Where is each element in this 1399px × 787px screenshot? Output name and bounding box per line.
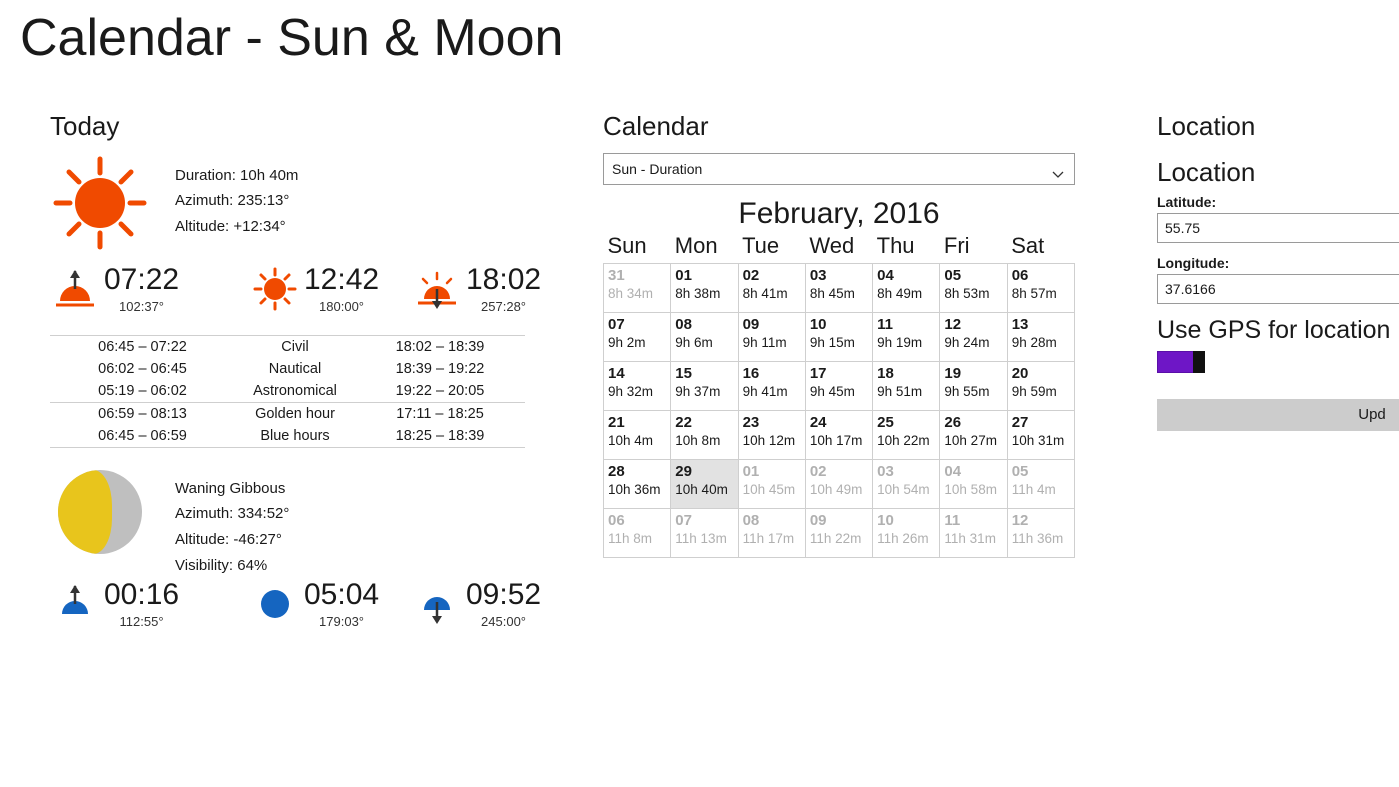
calendar-day-value: 11h 36m: [1011, 530, 1064, 546]
calendar-day-cell[interactable]: [604, 410, 671, 459]
calendar-day-value: 10h 58m: [944, 481, 997, 497]
calendar-week-row: [604, 508, 1075, 557]
twilight-row: [50, 380, 525, 403]
moonrise-event: [50, 577, 180, 629]
calendar-day-cell[interactable]: [604, 508, 671, 557]
calendar-week-row: [604, 410, 1075, 459]
calendar-day-value: 9h 41m: [742, 383, 788, 399]
calendar-day-cell[interactable]: [873, 410, 940, 459]
calendar-day-cell[interactable]: [1007, 312, 1074, 361]
twilight-astronomical-label: Astronomical: [253, 382, 337, 399]
calendar-day-number: 05: [1011, 462, 1029, 480]
calendar-day-value: 8h 53m: [944, 285, 990, 301]
twilight-civil-label: Civil: [281, 338, 309, 355]
golden-hour-evening: 17:11 – 18:25: [355, 402, 525, 425]
calendar-week-row: [604, 263, 1075, 312]
calendar-day-number: 25: [877, 413, 894, 431]
calendar-day-cell[interactable]: [805, 410, 872, 459]
calendar-day-number: 29: [675, 462, 692, 480]
calendar-day-value: 9h 28m: [1011, 334, 1057, 350]
calendar-day-value: 10h 36m: [608, 481, 661, 497]
calendar-day-value: 11h 17m: [742, 530, 795, 546]
calendar-day-cell[interactable]: [604, 459, 671, 508]
calendar-week-row: [604, 361, 1075, 410]
calendar-week-row: [604, 312, 1075, 361]
moon-events-row: [50, 577, 550, 640]
calendar-day-number: 26: [944, 413, 962, 431]
calendar-day-value: 9h 55m: [944, 383, 990, 399]
moonset-time: 09:52: [466, 577, 542, 611]
calendar-day-number: 22: [675, 413, 692, 431]
calendar-day-number: 04: [877, 266, 894, 284]
calendar-day-cell[interactable]: [940, 361, 1007, 410]
calendar-day-number: 08: [675, 315, 692, 333]
calendar-day-value: 10h 8m: [675, 432, 721, 448]
sunset-event: [412, 262, 542, 314]
calendar-day-number: 09: [742, 315, 760, 333]
calendar-day-number: 01: [742, 462, 760, 480]
moon-azimuth: Azimuth: 334:52°: [175, 505, 290, 523]
calendar-day-cell[interactable]: [873, 459, 940, 508]
page-title: Calendar - Sun & Moon: [20, 9, 564, 67]
calendar-body: [604, 263, 1075, 557]
calendar-day-cell[interactable]: [671, 459, 738, 508]
twilight-row: [50, 335, 525, 358]
weekday-sat: Sat: [1011, 232, 1045, 258]
moonset-event: [412, 577, 542, 629]
weekday-sun: Sun: [607, 232, 647, 258]
calendar-day-value: 9h 15m: [809, 334, 855, 350]
sun-noon-icon: [250, 267, 300, 311]
calendar-day-value: 8h 45m: [809, 285, 855, 301]
calendar-day-value: 11h 31m: [944, 530, 996, 546]
calendar-day-value: 8h 34m: [608, 285, 654, 301]
weekday-fri: Fri: [943, 232, 970, 258]
calendar-day-value: 11h 26m: [877, 530, 929, 546]
twilight-nautical-morning: 06:02 – 06:45: [98, 360, 187, 377]
calendar-day-number: 21: [608, 413, 625, 431]
moon-phase-label: Waning Gibbous: [175, 479, 286, 497]
calendar-day-number: 14: [608, 364, 625, 382]
calendar-day-cell[interactable]: [1007, 410, 1074, 459]
calendar-day-cell[interactable]: [738, 361, 805, 410]
calendar-day-number: 07: [608, 315, 625, 333]
calendar-day-cell[interactable]: [1007, 459, 1074, 508]
calendar-day-number: 09: [809, 511, 827, 529]
calendar-day-number: 01: [675, 266, 692, 284]
calendar-day-value: 9h 24m: [944, 334, 990, 350]
calendar-day-value: 10h 49m: [809, 481, 863, 497]
calendar-day-cell[interactable]: [671, 508, 738, 557]
calendar-day-number: 11: [944, 511, 961, 529]
calendar-day-number: 03: [809, 266, 827, 284]
calendar-day-cell[interactable]: [738, 508, 805, 557]
moon-lit-portion: [58, 470, 112, 554]
calendar-day-number: 05: [944, 266, 962, 284]
sun-events-row: [50, 262, 550, 327]
gps-toggle[interactable]: [1157, 351, 1213, 373]
calendar-day-cell[interactable]: [805, 459, 872, 508]
calendar-day-number: 24: [809, 413, 827, 431]
sun-noon-event: [250, 262, 380, 314]
calendar-day-cell[interactable]: [738, 459, 805, 508]
calendar-day-cell[interactable]: [738, 410, 805, 459]
calendar-day-value: 8h 41m: [742, 285, 788, 301]
calendar-day-number: 02: [742, 266, 760, 284]
gps-toggle-knob: [1193, 351, 1205, 373]
calendar-day-value: 9h 51m: [877, 383, 923, 399]
blue-hours-evening: 18:25 – 18:39: [395, 427, 485, 444]
calendar-day-cell[interactable]: [940, 410, 1007, 459]
calendar-day-number: 06: [608, 511, 625, 529]
calendar-day-value: 8h 38m: [675, 285, 721, 301]
calendar-day-cell[interactable]: [1007, 508, 1074, 557]
calendar-day-number: 11: [877, 315, 893, 333]
moonrise-azimuth: 112:55°: [119, 613, 164, 629]
longitude-label: Longitude:: [1157, 254, 1230, 271]
sun-altitude: Altitude: +12:34°: [175, 218, 286, 236]
calendar-day-value: 11h 13m: [675, 530, 727, 546]
twilight-astronomical-evening: 19:22 – 20:05: [395, 382, 485, 399]
golden-hour-morning: 06:59 – 08:13: [50, 402, 235, 425]
moonset-icon: [412, 582, 462, 626]
calendar-grid: [603, 233, 1075, 558]
sunrise-azimuth: 102:37°: [119, 298, 165, 314]
calendar-day-cell[interactable]: [940, 312, 1007, 361]
sun-duration: Duration: 10h 40m: [175, 166, 299, 184]
calendar-day-value: 9h 6m: [675, 334, 713, 350]
calendar-day-value: 10h 31m: [1011, 432, 1065, 448]
chevron-down-icon: [1052, 165, 1064, 173]
calendar-day-number: 02: [809, 462, 827, 480]
calendar-day-value: 9h 11m: [742, 334, 787, 350]
weekday-tue: Tue: [742, 232, 780, 258]
calendar-day-value: 10h 54m: [877, 481, 930, 497]
latitude-label: Latitude:: [1157, 193, 1217, 210]
calendar-day-cell[interactable]: [604, 312, 671, 361]
moon-summary: [50, 470, 550, 574]
calendar-week-row: [604, 459, 1075, 508]
calendar-day-value: 10h 22m: [877, 432, 930, 448]
blue-hours-row: [50, 425, 525, 448]
twilight-civil-evening: 18:02 – 18:39: [395, 338, 485, 355]
calendar-day-number: 17: [809, 364, 827, 382]
calendar-day-number: 13: [1011, 315, 1029, 333]
twilight-astronomical-morning: 05:19 – 06:02: [98, 382, 187, 399]
calendar-day-cell[interactable]: [873, 508, 940, 557]
calendar-day-value: 9h 32m: [608, 383, 654, 399]
sunrise-time: 07:22: [104, 262, 180, 296]
calendar-day-number: 23: [742, 413, 760, 431]
sun-icon: [50, 153, 150, 253]
sun-azimuth: Azimuth: 235:13°: [175, 192, 290, 210]
calendar-day-number: 10: [877, 511, 894, 529]
calendar-day-number: 16: [742, 364, 760, 382]
moon-transit-event: [250, 577, 380, 629]
moon-transit-icon: [250, 582, 300, 626]
calendar-mode-select[interactable]: [603, 153, 1075, 185]
calendar-day-cell[interactable]: [940, 263, 1007, 312]
calendar-day-cell[interactable]: [738, 312, 805, 361]
blue-hours-morning: 06:45 – 06:59: [98, 427, 187, 444]
moon-altitude: Altitude: -46:27°: [175, 531, 282, 549]
calendar-day-number: 18: [877, 364, 894, 382]
calendar-day-value: 9h 45m: [809, 383, 855, 399]
calendar-day-number: 08: [742, 511, 760, 529]
calendar-day-value: 8h 49m: [877, 285, 923, 301]
calendar-panel: [603, 112, 1083, 558]
calendar-day-value: 11h 22m: [809, 530, 862, 546]
calendar-day-number: 15: [675, 364, 692, 382]
calendar-day-cell[interactable]: [1007, 361, 1074, 410]
calendar-weekday-header: [604, 233, 1075, 264]
today-heading: Today: [50, 111, 120, 141]
calendar-day-number: 12: [944, 315, 962, 333]
sun-stats: [175, 163, 298, 240]
calendar-day-value: 9h 59m: [1011, 383, 1057, 399]
sunset-time: 18:02: [466, 262, 542, 296]
calendar-day-cell[interactable]: [1007, 263, 1074, 312]
moon-transit-time: 05:04: [304, 577, 380, 611]
calendar-day-number: 27: [1011, 413, 1029, 431]
today-panel: [50, 112, 550, 640]
gps-label: Use GPS for location: [1157, 315, 1391, 344]
moonrise-icon: [50, 582, 100, 626]
calendar-day-value: 10h 12m: [742, 432, 796, 448]
weekday-wed: Wed: [809, 232, 855, 258]
calendar-day-number: 28: [608, 462, 625, 480]
calendar-day-cell[interactable]: [873, 361, 940, 410]
calendar-day-value: 10h 45m: [742, 481, 796, 497]
calendar-day-value: 10h 27m: [944, 432, 997, 448]
calendar-day-number: 19: [944, 364, 962, 382]
calendar-day-number: 04: [944, 462, 962, 480]
calendar-day-value: 10h 40m: [675, 481, 728, 497]
calendar-day-number: 06: [1011, 266, 1029, 284]
moon-transit-azimuth: 179:03°: [319, 613, 365, 629]
moon-visibility: Visibility: 64%: [175, 556, 268, 574]
calendar-day-cell[interactable]: [873, 263, 940, 312]
moonrise-time: 00:16: [104, 577, 180, 611]
calendar-month-label: February, 2016: [738, 196, 940, 230]
blue-hours-label: Blue hours: [260, 427, 330, 444]
golden-row: [50, 402, 525, 425]
calendar-day-value: 9h 37m: [675, 383, 721, 399]
twilight-nautical-evening: 18:39 – 19:22: [395, 360, 485, 377]
weekday-mon: Mon: [674, 232, 718, 258]
sun-noon-azimuth: 180:00°: [319, 298, 365, 314]
calendar-day-number: 12: [1011, 511, 1029, 529]
calendar-day-cell[interactable]: [940, 459, 1007, 508]
twilight-nautical-label: Nautical: [268, 360, 322, 377]
calendar-day-number: 07: [675, 511, 692, 529]
calendar-day-cell[interactable]: [671, 263, 738, 312]
calendar-day-number: 20: [1011, 364, 1029, 382]
calendar-day-value: 10h 17m: [809, 432, 863, 448]
calendar-mode-value: Sun - Duration: [612, 160, 703, 177]
calendar-day-value: 9h 19m: [877, 334, 923, 350]
calendar-day-cell[interactable]: [873, 312, 940, 361]
calendar-heading: Calendar: [603, 111, 709, 141]
twilight-table: [50, 335, 525, 448]
calendar-day-cell[interactable]: [671, 312, 738, 361]
location-panel: [1157, 112, 1399, 431]
calendar-day-cell[interactable]: [805, 312, 872, 361]
sunset-azimuth: 257:28°: [481, 298, 527, 314]
calendar-day-value: 11h 4m: [1011, 481, 1056, 497]
location-heading: Location: [1157, 111, 1256, 141]
golden-hour-label: Golden hour: [235, 402, 355, 425]
twilight-row: [50, 358, 525, 380]
sunrise-icon: [50, 267, 100, 311]
calendar-day-cell[interactable]: [738, 263, 805, 312]
twilight-civil-morning: 06:45 – 07:22: [98, 338, 187, 355]
calendar-day-cell[interactable]: [805, 263, 872, 312]
sunset-icon: [412, 267, 462, 311]
calendar-day-cell[interactable]: [940, 508, 1007, 557]
calendar-day-cell[interactable]: [604, 263, 671, 312]
calendar-day-cell[interactable]: [805, 361, 872, 410]
calendar-day-value: 8h 57m: [1011, 285, 1057, 301]
calendar-day-cell[interactable]: [671, 410, 738, 459]
calendar-day-value: 9h 2m: [608, 334, 646, 350]
calendar-day-number: 10: [809, 315, 827, 333]
calendar-day-cell[interactable]: [671, 361, 738, 410]
sun-noon-time: 12:42: [304, 262, 380, 296]
longitude-field[interactable]: [1157, 274, 1399, 304]
sun-summary: [50, 153, 550, 253]
moon-stats: [175, 476, 289, 579]
moonset-azimuth: 245:00°: [481, 613, 527, 629]
calendar-day-cell[interactable]: [805, 508, 872, 557]
weekday-thu: Thu: [876, 232, 915, 258]
latitude-field[interactable]: [1157, 213, 1399, 243]
calendar-day-cell[interactable]: [604, 361, 671, 410]
calendar-day-value: 10h 4m: [608, 432, 654, 448]
calendar-day-number: 31: [608, 266, 625, 284]
update-button[interactable]: Upd: [1157, 399, 1399, 431]
calendar-day-value: 11h 8m: [608, 530, 653, 546]
location-subheading: Location: [1157, 156, 1256, 187]
moon-phase-icon: [58, 470, 142, 554]
sunrise-event: [50, 262, 180, 314]
calendar-day-number: 03: [877, 462, 894, 480]
